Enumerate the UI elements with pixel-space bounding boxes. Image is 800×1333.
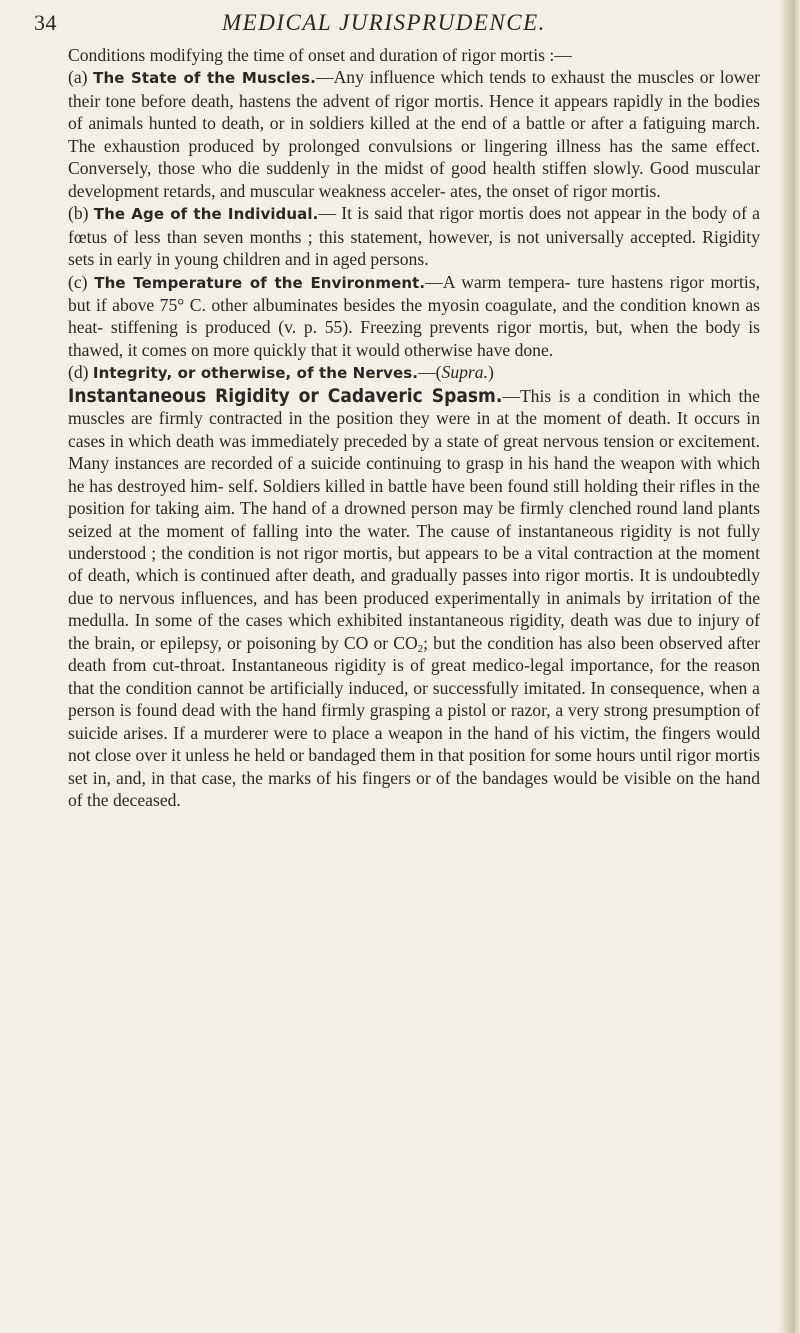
spasm-heading: Instantaneous Rigidity or Cadaveric Spasm. [68,384,503,407]
spasm-text-2: ; but the condition has also been observed after death from cut-throat. Instantaneous rigidity is of great medico-legal importance, for the reason that the condition cannot be artificially induced, or successfully imitated. In consequence, when a person is found dead with the hand firmly grasping a pistol or razor, a very strong presumption of suicide arises. If a murderer were to place a weapon in the hand of his victim, the fingers would not close over it unless he held or bandaged them in that position for some hours until rigor mortis set in, and, in that case, the marks of his fingers or of the bandages would be visible on the hand of the deceased. [68,632,760,810]
section-b-label: (b) [68,203,89,224]
section-a-label: (a) [68,67,88,88]
section-c-text: —A warm tempera- ture hastens rigor mortis, but if above 75° C. other albuminates besides the myosin coagulate, and the condition known as heat- stiffening is produced (v. p. 55). Freezing prevents rigor mortis, but, when the body is thawed, it comes on more quickly that it would otherwise have done. [68,271,760,360]
section-spasm [68,385,760,812]
section-a-heading: The State of the Muscles. [93,69,316,88]
section-b [68,202,760,270]
page-number: 34 [34,10,57,35]
section-c-heading: The Temperature of the Environment. [94,273,426,292]
intro-text: Conditions modifying the time of onset and duration of rigor mortis :— [68,45,572,65]
body-text [68,44,760,811]
intro-paragraph [68,44,760,66]
section-d-ref: Supra. [441,362,488,383]
section-d-close: ) [487,362,494,383]
section-a-text: —Any influence which tends to exhaust the muscles or lower their tone before death, hastens the advent of rigor mortis. Hence it appears rapidly in the bodies of animals hunted to death, or in soldiers killed at the end of a battle or after a fatiguing march. The exhaustion produced by prolonged convulsions or lingering illness has the same effect. Conversely, those who die suddenly in the midst of good health stiffen slowly. Good muscular development retards, and muscular weakness acceler- ates, the onset of rigor mortis. [68,67,760,201]
page-header [34,6,774,40]
section-b-heading: The Age of the Individual. [93,205,319,224]
section-a [68,66,760,202]
section-d [68,361,760,384]
section-d-dash: —( [418,362,442,383]
running-head: MEDICAL JURISPRUDENCE. [222,10,546,35]
section-b-text: — It is said that rigor mortis does not appear in the body of a fœtus of less than seven months ; this statement, however, is not universally accepted. Rigidity sets in early in young children and in aged persons. [68,203,760,270]
page-edge-shadow [778,0,800,1333]
section-c-label: (c) [68,271,88,292]
co2-subscript: 2 [417,642,424,655]
section-c [68,271,760,362]
section-d-label: (d) [68,362,89,383]
spasm-text-1: —This is a condition in which the muscles are firmly contracted in the position they were in at the moment of death. It occurs in cases in which death was immediately preceded by a state of great nervous tension or excitement. Many instances are recorded of a suicide continuing to grasp in his hand the weapon with which he has destroyed him- self. Soldiers killed in battle have been found still holding their rifles in the position for taking aim. The hand of a drowned person may be firmly clenched round land plants seized at the moment of falling into the water. The cause of instantaneous rigidity is not fully understood ; the condition is not rigor mortis, but appears to be a vital contraction at the moment of death, which is continued after death, and gradually passes into rigor mortis. It is undoubtedly due to nervous influences, and has been produced experimentally in animals by irritation of the medulla. In some of the cases which exhibited instantaneous rigidity, death was due to injury of the brain, or epilepsy, or poisoning by CO or CO [68,385,760,653]
section-d-heading: Integrity, or otherwise, of the Nerves. [92,364,419,383]
